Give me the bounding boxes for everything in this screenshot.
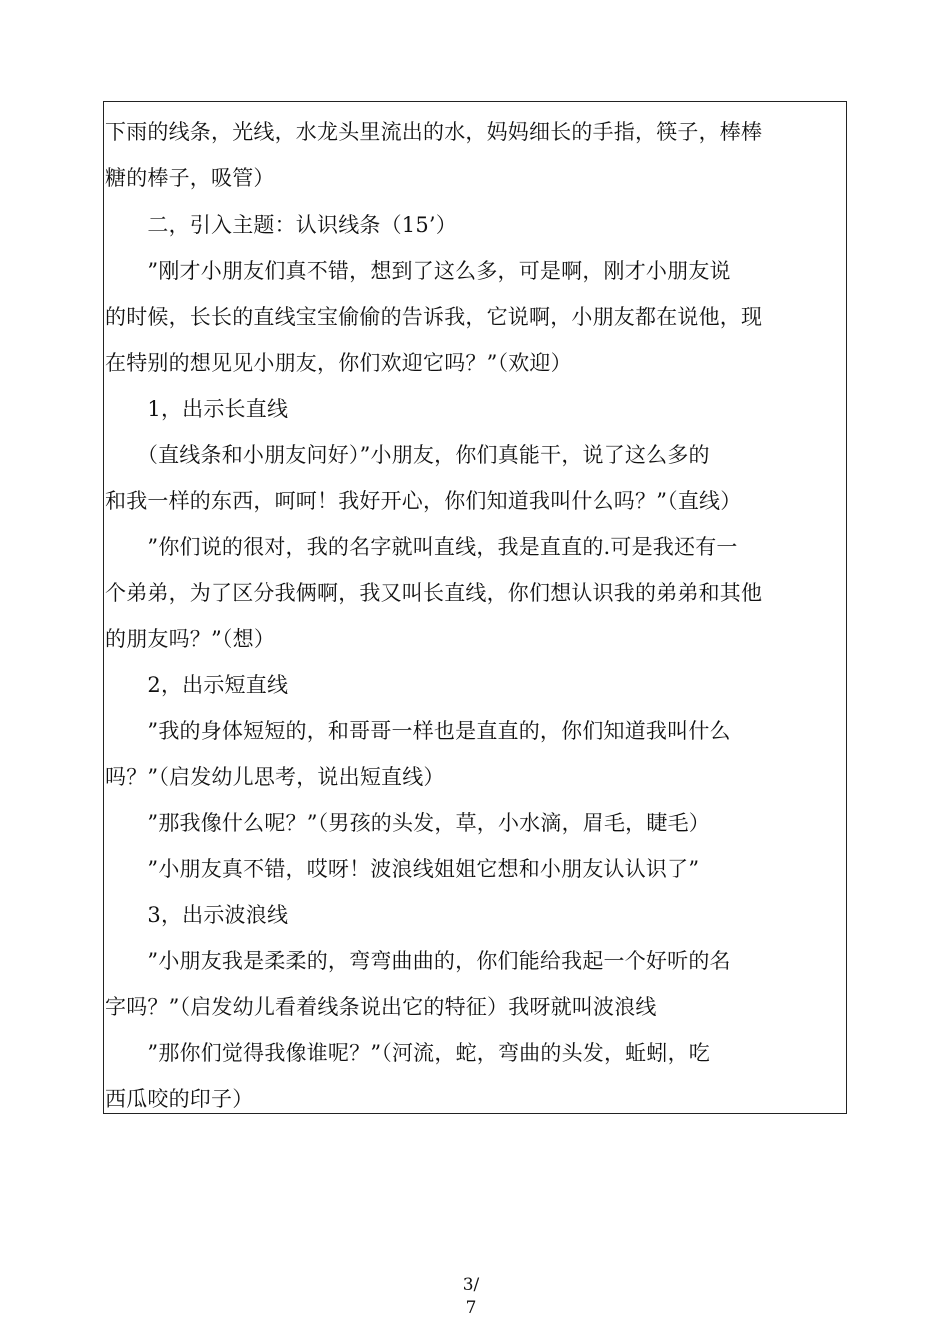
page-number-current: 3/: [462, 1275, 480, 1295]
text-line: ”小朋友我是柔柔的，弯弯曲曲的，你们能给我起一个好听的名: [105, 949, 731, 973]
text-line: ”那我像什么呢？”（男孩的头发，草，小水滴，眉毛，睫毛）: [105, 811, 710, 835]
text-line: 糖的棒子，吸管）: [105, 166, 275, 190]
text-line: 西瓜咬的印子）: [105, 1087, 254, 1111]
text-line: ”刚才小朋友们真不错，想到了这么多，可是啊，刚才小朋友说: [105, 259, 731, 283]
subsection-heading: 3，出示波浪线: [105, 903, 289, 927]
text-line: 吗？”（启发幼儿思考，说出短直线）: [105, 765, 445, 789]
subsection-heading: 2，出示短直线: [105, 673, 289, 697]
subsection-heading: 1，出示长直线: [105, 397, 289, 421]
text-line: ”我的身体短短的，和哥哥一样也是直直的，你们知道我叫什么: [105, 719, 731, 743]
text-line: 下雨的线条，光线，水龙头里流出的水，妈妈细长的手指，筷子，棒棒: [105, 120, 763, 144]
text-line: 的时候，长长的直线宝宝偷偷的告诉我，它说啊，小朋友都在说他，现: [105, 305, 763, 329]
text-line: 和我一样的东西，呵呵！我好开心，你们知道我叫什么吗？”（直线）: [105, 489, 742, 513]
text-line: 的朋友吗？”（想）: [105, 627, 276, 651]
text-line: 个弟弟，为了区分我俩啊，我又叫长直线，你们想认识我的弟弟和其他: [105, 581, 763, 605]
text-line: ”你们说的很对，我的名字就叫直线，我是直直的.可是我还有一: [105, 535, 738, 559]
text-line: ”小朋友真不错，哎呀！波浪线姐姐它想和小朋友认认识了”: [105, 857, 700, 881]
text-line: （直线条和小朋友问好）”小朋友，你们真能干，说了这么多的: [105, 443, 710, 467]
text-line: 字吗？”（启发幼儿看着线条说出它的特征）我呀就叫波浪线: [105, 995, 657, 1019]
section-heading: 二，引入主题：认识线条（15’）: [105, 213, 457, 237]
page-number-total: 7: [465, 1298, 477, 1318]
text-line: ”那你们觉得我像谁呢？”（河流，蛇，弯曲的头发，蚯蚓，吃: [105, 1041, 710, 1065]
text-line: 在特别的想见见小朋友，你们欢迎它吗？”（欢迎）: [105, 351, 572, 375]
